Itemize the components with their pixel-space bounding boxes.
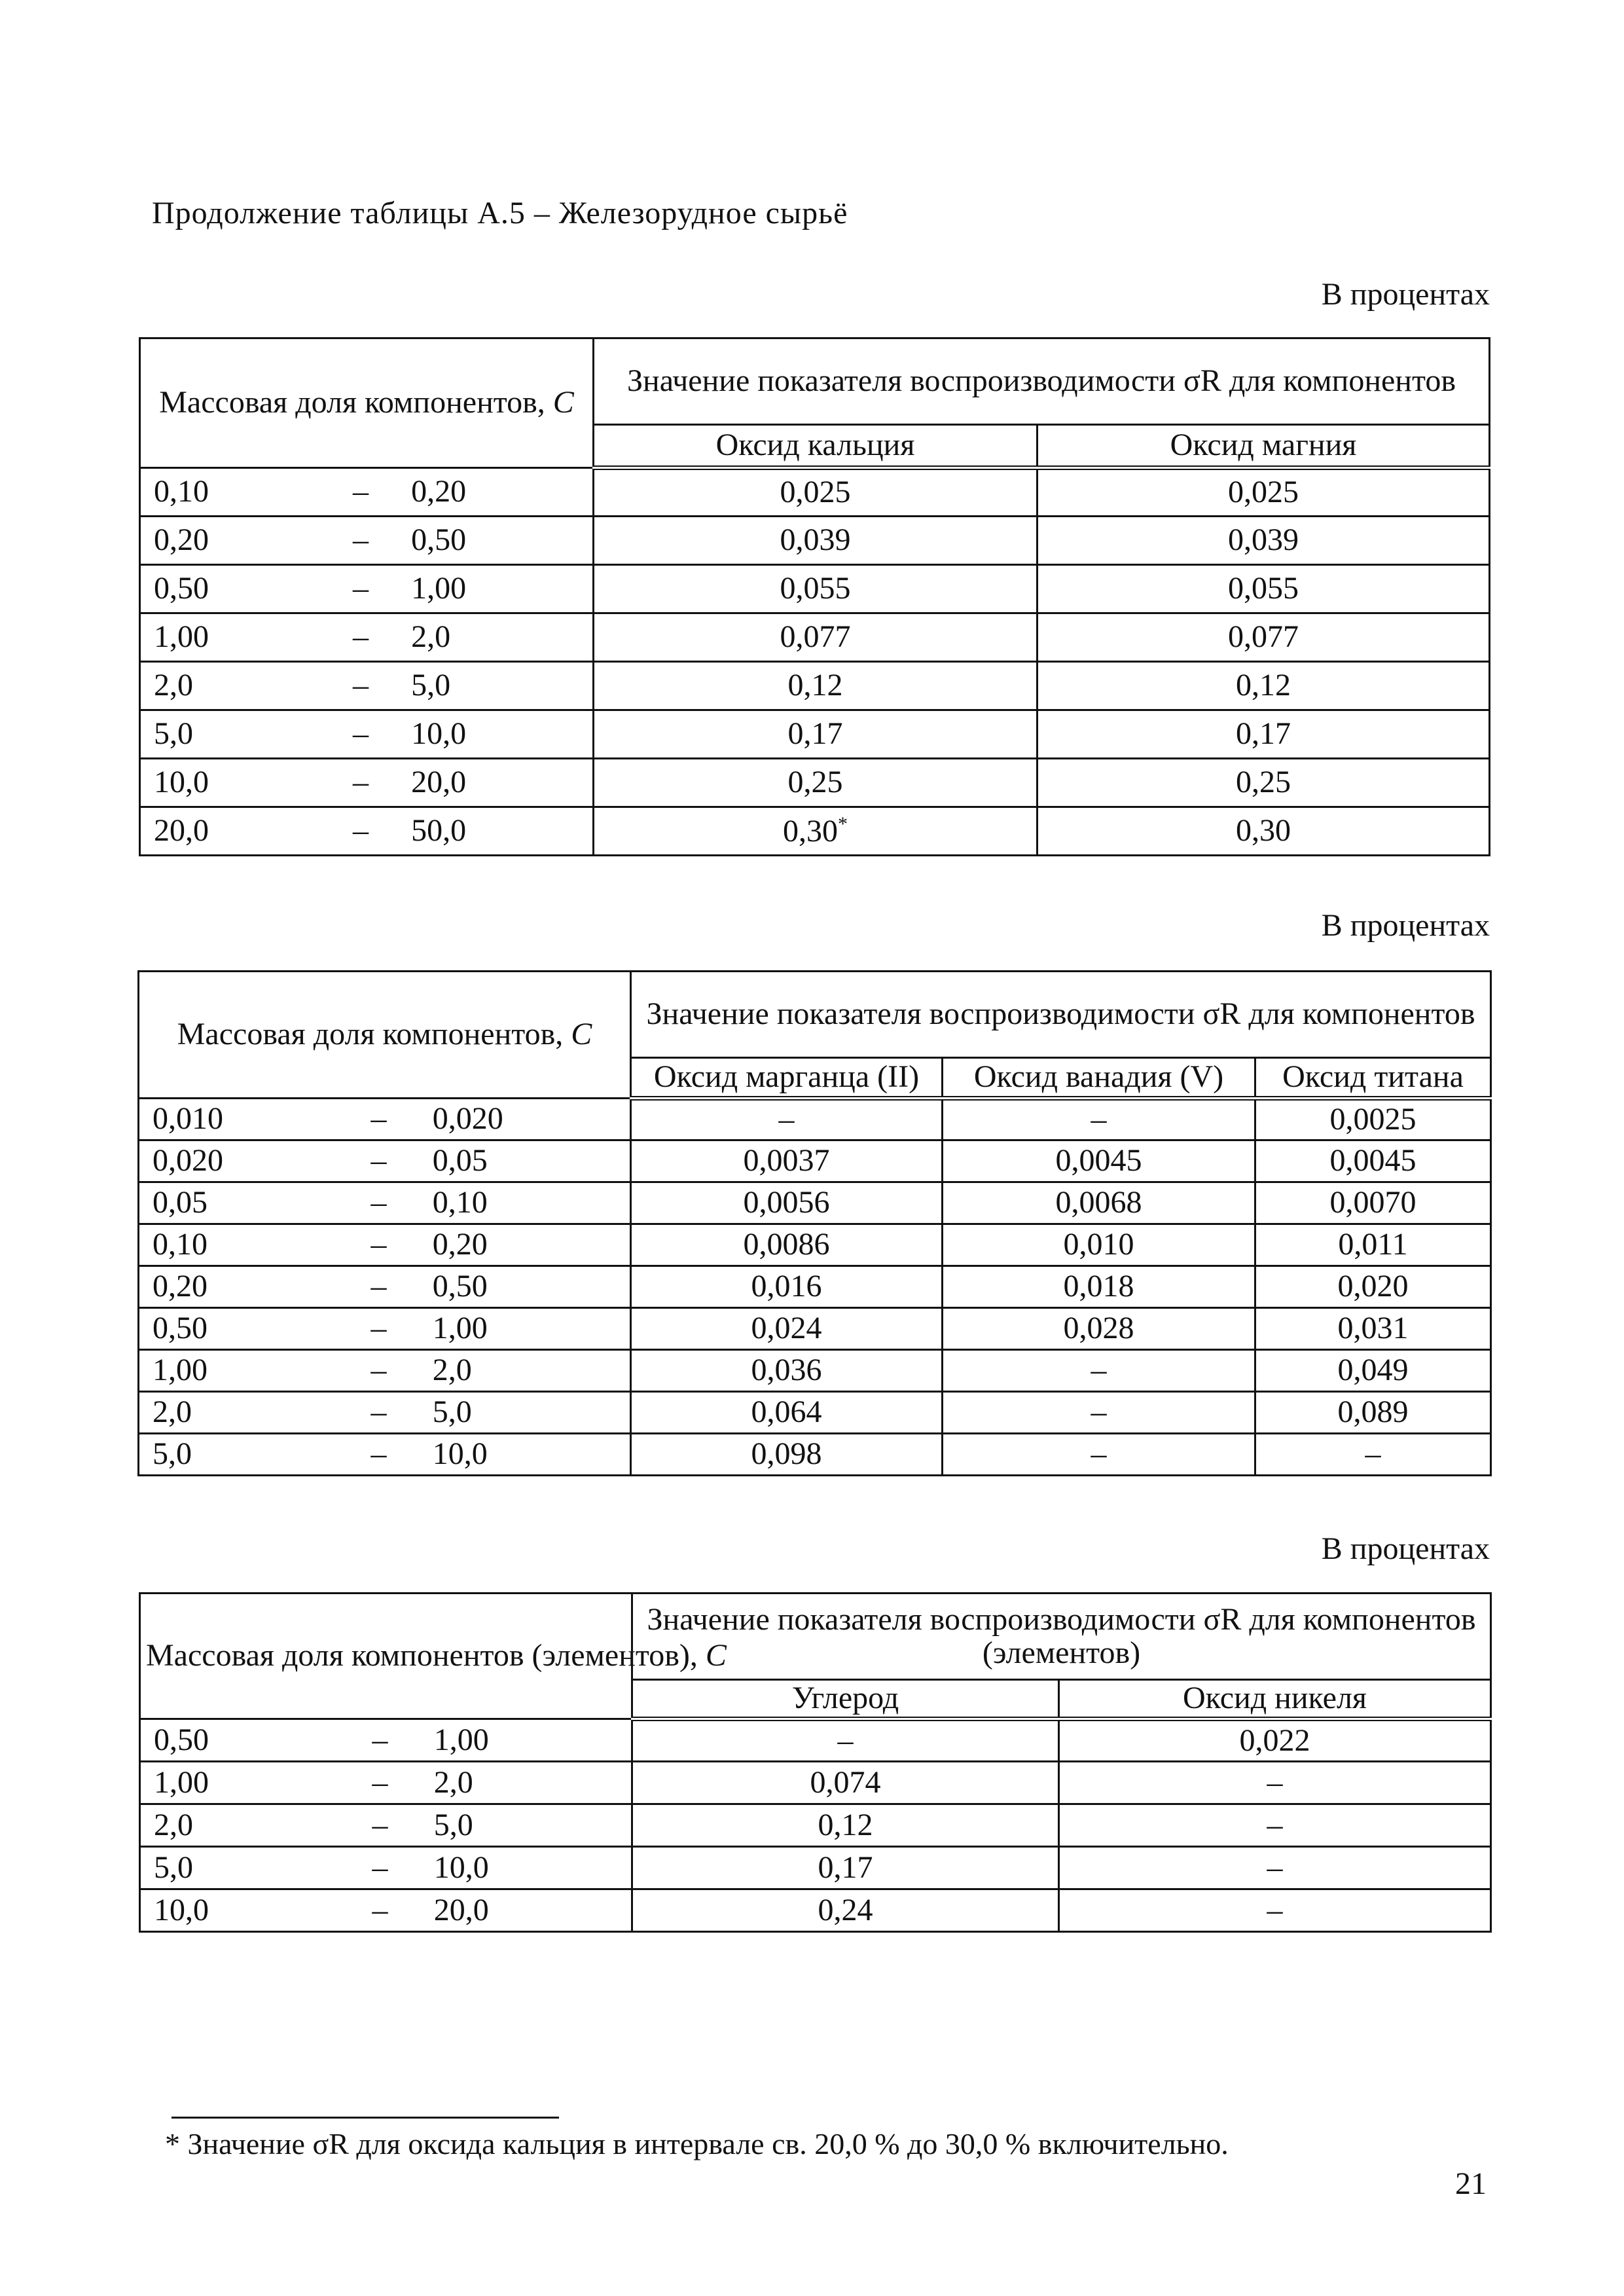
range-from: 2,0 — [154, 668, 193, 703]
table-caption — [152, 195, 848, 231]
table-row — [139, 1308, 1491, 1350]
range-dash: – — [372, 1764, 388, 1800]
range-cell — [139, 1099, 631, 1140]
col-header-cao: Оксид кальция — [594, 425, 1038, 468]
range-from: 5,0 — [154, 716, 193, 752]
value-cell: 0,089 — [1255, 1392, 1491, 1434]
value-cell: 0,077 — [594, 613, 1038, 662]
range-from: 0,10 — [153, 1227, 208, 1262]
value-cell: – — [1059, 1847, 1491, 1889]
unit-label-3: В процентах — [1321, 1531, 1490, 1566]
range-cell — [139, 1224, 631, 1266]
value-cell: 0,12 — [1038, 662, 1490, 710]
table-row — [140, 1889, 1491, 1932]
range-from: 5,0 — [153, 1436, 192, 1472]
table-row — [139, 1266, 1491, 1308]
value-cell: 0,0025 — [1255, 1099, 1491, 1140]
table-3 — [139, 1592, 1492, 1933]
value-cell: 0,17 — [594, 710, 1038, 759]
range-dash: – — [370, 1227, 387, 1262]
value-cell: 0,0045 — [943, 1140, 1255, 1182]
range-from: 0,20 — [153, 1269, 208, 1304]
range-cell — [140, 613, 594, 662]
range-from: 0,50 — [153, 1311, 208, 1346]
range-dash: – — [353, 474, 369, 509]
value-cell: 0,17 — [632, 1847, 1059, 1889]
value-cell: 0,018 — [943, 1266, 1255, 1308]
range-dash: – — [372, 1850, 388, 1885]
table-row — [140, 1847, 1491, 1889]
range-from: 0,05 — [153, 1185, 208, 1220]
range-to: 0,020 — [432, 1101, 503, 1137]
value-cell: 0,12 — [594, 662, 1038, 710]
value-cell: – — [943, 1350, 1255, 1392]
caption-name: Железорудное сырьё — [558, 196, 848, 230]
unit-label-2: В процентах — [1321, 908, 1490, 943]
table-row — [139, 1392, 1491, 1434]
value-cell: 0,020 — [1255, 1266, 1491, 1308]
range-cell — [140, 807, 594, 856]
range-cell — [140, 517, 594, 565]
col-header-mno: Оксид марганца (II) — [631, 1058, 943, 1099]
range-dash: – — [370, 1311, 387, 1346]
footnote-divider — [171, 2117, 559, 2119]
value-cell: 0,010 — [943, 1224, 1255, 1266]
range-dash: – — [370, 1101, 387, 1137]
range-from: 5,0 — [154, 1850, 193, 1885]
col-header-nio: Оксид никеля — [1059, 1680, 1491, 1719]
table-row — [140, 565, 1490, 613]
col-header-tio2: Оксид титана — [1255, 1058, 1491, 1099]
group-header: Значение показателя воспроизводимости σR для компонентов — [594, 338, 1490, 425]
range-dash: – — [353, 813, 369, 848]
range-dash: – — [370, 1185, 387, 1220]
caption-prefix: Продолжение таблицы А.5 – — [152, 196, 550, 230]
value-cell: 0,025 — [594, 468, 1038, 517]
value-cell: – — [1255, 1434, 1491, 1476]
range-from: 10,0 — [154, 765, 209, 800]
range-from: 10,0 — [154, 1892, 209, 1927]
col-header-mgo: Оксид магния — [1038, 425, 1490, 468]
range-to: 1,00 — [411, 571, 467, 606]
col-header-carbon: Углерод — [632, 1680, 1059, 1719]
range-to: 2,0 — [433, 1764, 473, 1800]
range-from: 0,10 — [154, 474, 209, 509]
range-dash: – — [353, 765, 369, 800]
value-cell: 0,028 — [943, 1308, 1255, 1350]
range-cell — [139, 1308, 631, 1350]
value-cell: 0,098 — [631, 1434, 943, 1476]
table-row — [140, 807, 1490, 856]
value-cell: 0,055 — [594, 565, 1038, 613]
range-to: 10,0 — [432, 1436, 488, 1472]
range-cell — [140, 565, 594, 613]
range-from: 20,0 — [154, 813, 209, 848]
value-cell: – — [632, 1719, 1059, 1762]
value-cell: 0,0070 — [1255, 1182, 1491, 1224]
value-cell: 0,031 — [1255, 1308, 1491, 1350]
range-to: 0,05 — [432, 1143, 488, 1178]
table-row — [140, 1804, 1491, 1847]
table-row — [139, 1182, 1491, 1224]
page-number: 21 — [1455, 2166, 1487, 2201]
range-dash: – — [353, 619, 369, 655]
range-from: 1,00 — [154, 619, 209, 655]
range-from: 2,0 — [154, 1807, 193, 1842]
table-row — [139, 1434, 1491, 1476]
value-cell: 0,12 — [632, 1804, 1059, 1847]
range-dash: – — [372, 1807, 388, 1842]
range-cell — [139, 1140, 631, 1182]
value-cell: – — [943, 1099, 1255, 1140]
value-cell: 0,064 — [631, 1392, 943, 1434]
value-cell: 0,0045 — [1255, 1140, 1491, 1182]
table-row — [140, 662, 1490, 710]
value-cell: – — [943, 1434, 1255, 1476]
range-to: 2,0 — [432, 1353, 472, 1388]
range-to: 0,20 — [411, 474, 467, 509]
range-to: 10,0 — [411, 716, 467, 752]
range-to: 20,0 — [433, 1892, 489, 1927]
range-from: 1,00 — [153, 1353, 208, 1388]
value-cell: – — [631, 1099, 943, 1140]
value-cell: 0,25 — [594, 759, 1038, 807]
table-2 — [137, 970, 1492, 1476]
table-row — [140, 759, 1490, 807]
range-dash: – — [370, 1143, 387, 1178]
range-cell — [139, 1350, 631, 1392]
range-to: 0,50 — [432, 1269, 488, 1304]
range-to: 50,0 — [411, 813, 467, 848]
group-header: Значение показателя воспроизводимости σR для компонентов — [631, 972, 1491, 1058]
range-to: 1,00 — [433, 1722, 489, 1757]
range-from: 1,00 — [154, 1764, 209, 1800]
value-cell: 0,0086 — [631, 1224, 943, 1266]
value-cell: 0,039 — [594, 517, 1038, 565]
value-cell: 0,039 — [1038, 517, 1490, 565]
range-from: 0,020 — [153, 1143, 223, 1178]
col1-header: Массовая доля компонентов, С — [140, 338, 594, 468]
table-row — [140, 1762, 1491, 1804]
range-to: 5,0 — [411, 668, 451, 703]
table-row — [140, 468, 1490, 517]
table-row — [139, 1350, 1491, 1392]
table-row — [140, 710, 1490, 759]
range-cell — [139, 1392, 631, 1434]
value-cell: 0,011 — [1255, 1224, 1491, 1266]
range-to: 20,0 — [411, 765, 467, 800]
range-from: 0,20 — [154, 522, 209, 558]
range-cell — [139, 1266, 631, 1308]
table-row — [140, 517, 1490, 565]
range-dash: – — [370, 1269, 387, 1304]
range-cell — [140, 1847, 632, 1889]
range-dash: – — [353, 571, 369, 606]
range-to: 1,00 — [432, 1311, 488, 1346]
range-cell — [140, 1762, 632, 1804]
value-cell: – — [1059, 1889, 1491, 1932]
table-row — [139, 1224, 1491, 1266]
range-dash: – — [370, 1353, 387, 1388]
range-from: 0,50 — [154, 571, 209, 606]
range-from: 0,010 — [153, 1101, 223, 1137]
value-cell: 0,022 — [1059, 1719, 1491, 1762]
range-dash: – — [372, 1722, 388, 1757]
value-cell: 0,0056 — [631, 1182, 943, 1224]
value-cell: 0,25 — [1038, 759, 1490, 807]
range-cell — [140, 468, 594, 517]
range-to: 0,20 — [432, 1227, 488, 1262]
footnote: * Значение σR для оксида кальция в интервале св. 20,0 % до 30,0 % включительно. — [165, 2127, 1229, 2160]
range-to: 0,50 — [411, 522, 467, 558]
table-row — [139, 1099, 1491, 1140]
value-cell: – — [1059, 1804, 1491, 1847]
col1-header: Массовая доля компонентов (элементов), С — [140, 1594, 632, 1719]
range-cell — [140, 710, 594, 759]
value-cell: 0,016 — [631, 1266, 943, 1308]
value-cell: 0,0037 — [631, 1140, 943, 1182]
value-cell: 0,30* — [594, 807, 1038, 856]
range-cell — [140, 1719, 632, 1762]
value-cell: 0,0068 — [943, 1182, 1255, 1224]
range-to: 5,0 — [433, 1807, 473, 1842]
range-cell — [139, 1434, 631, 1476]
value-cell: 0,077 — [1038, 613, 1490, 662]
range-cell — [140, 1804, 632, 1847]
range-cell — [139, 1182, 631, 1224]
value-cell: 0,025 — [1038, 468, 1490, 517]
range-dash: – — [353, 522, 369, 558]
value-cell: 0,055 — [1038, 565, 1490, 613]
value-cell: – — [1059, 1762, 1491, 1804]
value-cell: 0,024 — [631, 1308, 943, 1350]
range-cell — [140, 662, 594, 710]
value-cell: 0,24 — [632, 1889, 1059, 1932]
value-cell: 0,049 — [1255, 1350, 1491, 1392]
unit-label-1: В процентах — [1321, 277, 1490, 312]
table-row — [139, 1140, 1491, 1182]
range-cell — [140, 759, 594, 807]
range-from: 2,0 — [153, 1394, 192, 1430]
col1-header: Массовая доля компонентов, С — [139, 972, 631, 1099]
group-header: Значение показателя воспроизводимости σR для компонентов (элементов) — [632, 1594, 1491, 1680]
range-to: 10,0 — [433, 1850, 489, 1885]
value-cell: 0,074 — [632, 1762, 1059, 1804]
table-row — [140, 613, 1490, 662]
range-to: 0,10 — [432, 1185, 488, 1220]
col-header-v2o5: Оксид ванадия (V) — [943, 1058, 1255, 1099]
range-dash: – — [353, 716, 369, 752]
range-to: 2,0 — [411, 619, 451, 655]
value-cell: 0,036 — [631, 1350, 943, 1392]
range-from: 0,50 — [154, 1722, 209, 1757]
table-row — [140, 1719, 1491, 1762]
range-dash: – — [370, 1394, 387, 1430]
range-dash: – — [372, 1892, 388, 1927]
value-cell: 0,30 — [1038, 807, 1490, 856]
range-to: 5,0 — [432, 1394, 472, 1430]
range-dash: – — [353, 668, 369, 703]
range-cell — [140, 1889, 632, 1932]
table-1 — [139, 337, 1490, 856]
value-cell: 0,17 — [1038, 710, 1490, 759]
range-dash: – — [370, 1436, 387, 1472]
value-cell: – — [943, 1392, 1255, 1434]
